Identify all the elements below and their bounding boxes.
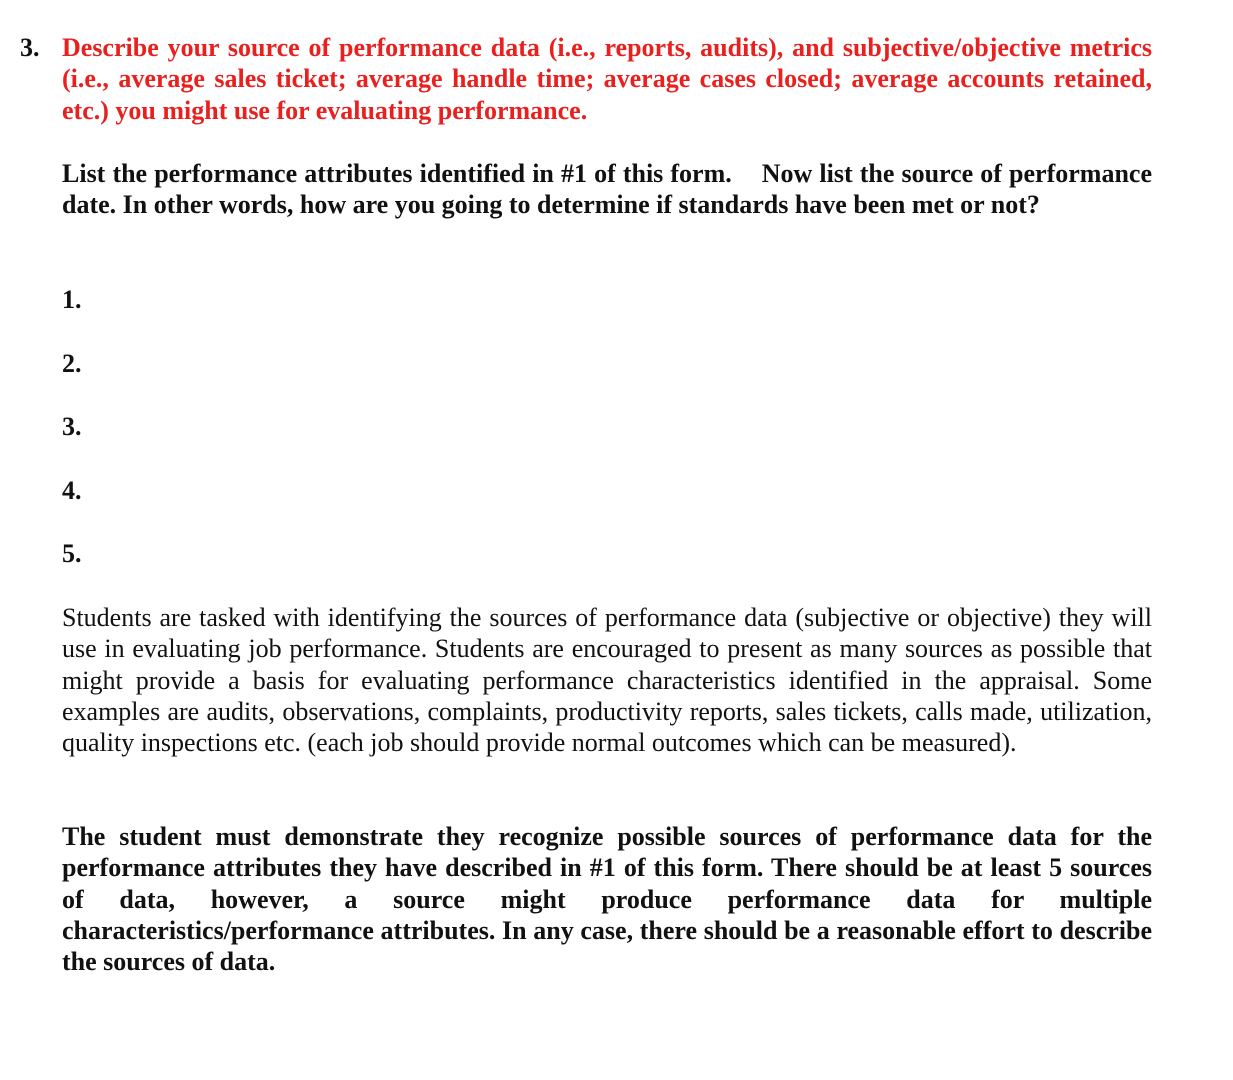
question-title: Describe your source of performance data (i.e., reports, audits), and subjective/objective metrics (i.e., average sales ticket; average handle time; average cases closed; average accounts retained, etc.) you might use for evaluating performance.: [62, 33, 1152, 125]
criteria-paragraph: The student must demonstrate they recognize possible sources of performance data for the performance attributes they have described in #1 of this form. There should be at least 5 sources of data, however, a source might produce performance data for multiple characteristics/performance attributes. In any case, there should be a reasonable effort to describe the sources of data.: [62, 822, 1152, 977]
answer-list-item: 4.: [62, 475, 82, 505]
answer-list-item: 5.: [62, 539, 82, 568]
answer-list: [62, 284, 82, 602]
instructions-part1: List the performance attributes identified in #1 of this form.: [62, 159, 732, 188]
answer-list-item: 1.: [62, 285, 82, 314]
answer-list-item: 3.: [62, 412, 82, 441]
question-number: 3.: [20, 33, 40, 62]
question-heading: [20, 32, 1152, 126]
answer-list-item: 2.: [62, 348, 82, 378]
instructions: [62, 158, 1152, 221]
description-paragraph: Students are tasked with identifying the sources of performance data (subjective or objective) they will use in evaluating job performance. Students are encouraged to present as many sources as possible that might provide a basis for evaluating performance characteristics identified in the appraisal. Some examples are audits, observations, complaints, productivity reports, sales tickets, calls made, utilization, quality inspections etc. (each job should provide normal outcomes which can be measured).: [62, 603, 1152, 758]
instructions-part2: Now list the source of performance date. In other words, how are you going to determine if standards have been met or not?: [62, 159, 1152, 220]
